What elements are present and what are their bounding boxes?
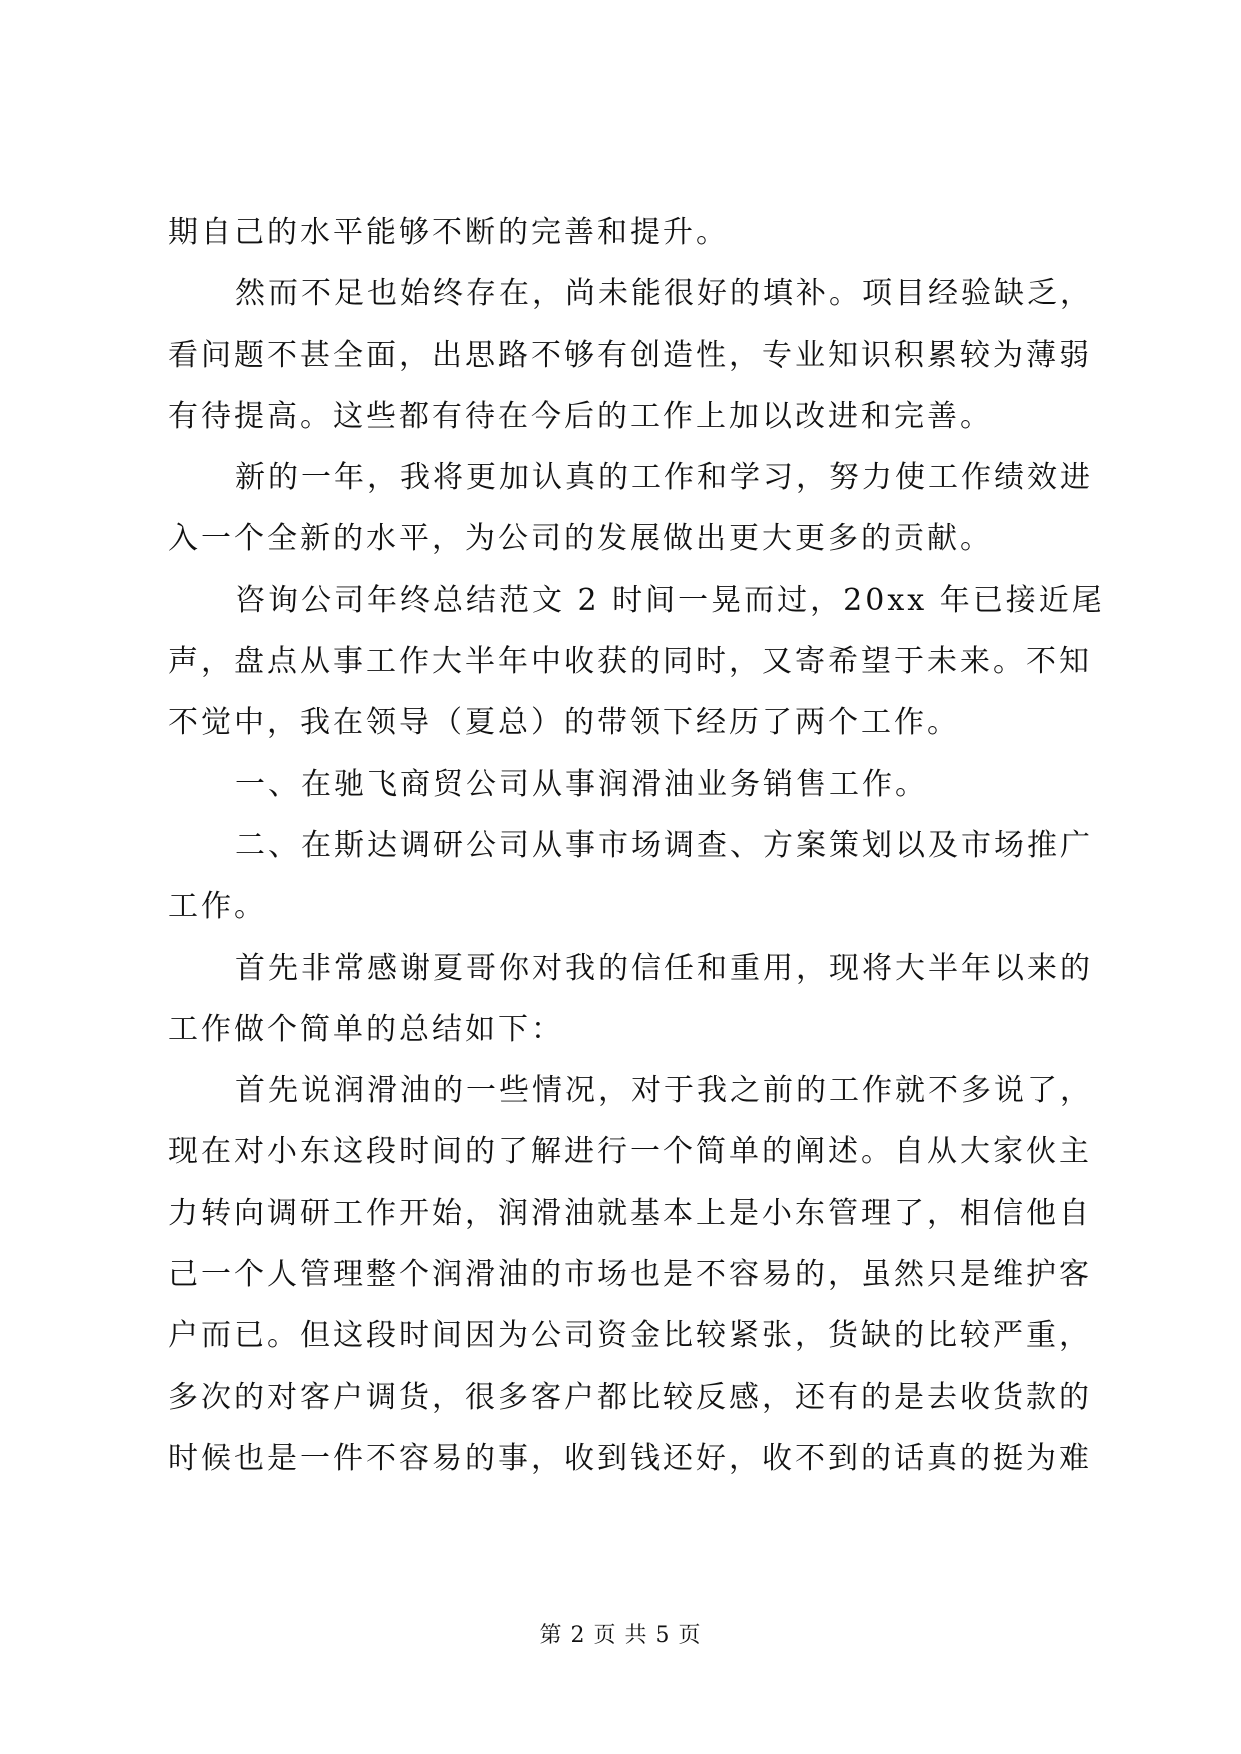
- paragraph: [168, 815, 1093, 938]
- text-line: 首先说润滑油的一些情况，对于我之前的工作就不多说了，: [235, 1073, 1093, 1109]
- text-line: 有待提高。这些都有待在今后的工作上加以改进和完善。: [168, 398, 993, 434]
- text-line: 看问题不甚全面，出思路不够有创造性，专业知识积累较为薄弱: [168, 337, 1092, 373]
- text-line: 己一个人管理整个润滑油的市场也是不容易的，虽然只是维护客: [168, 1257, 1092, 1293]
- text-line: 新的一年，我将更加认真的工作和学习，努力使工作绩效进: [235, 460, 1093, 496]
- paragraph: [168, 447, 1093, 570]
- paragraph: [168, 938, 1093, 1061]
- text-line: 工作。: [168, 889, 267, 925]
- text-line: 工作做个简单的总结如下：: [168, 1011, 564, 1047]
- paragraph: [168, 263, 1093, 447]
- paragraph: [168, 202, 1078, 263]
- text-line: 力转向调研工作开始，润滑油就基本上是小东管理了，相信他自: [168, 1195, 1092, 1231]
- text-line: 首先非常感谢夏哥你对我的信任和重用，现将大半年以来的: [235, 950, 1093, 986]
- text-line: 入一个全新的水平，为公司的发展做出更大更多的贡献。: [168, 521, 993, 557]
- text-line: 期自己的水平能够不断的完善和提升。: [168, 215, 729, 250]
- paragraph: [168, 1060, 1093, 1489]
- document-body: [168, 202, 1105, 1489]
- text-line: 声，盘点从事工作大半年中收获的同时，又寄希望于未来。不知: [168, 644, 1092, 680]
- text-line: 不觉中，我在领导（夏总）的带领下经历了两个工作。: [168, 705, 960, 741]
- text-line: 二、在斯达调研公司从事市场调查、方案策划以及市场推广: [235, 827, 1093, 863]
- text-line: 然而不足也始终存在，尚未能很好的填补。项目经验缺乏，: [235, 276, 1093, 312]
- text-line: 户而已。但这段时间因为公司资金比较紧张，货缺的比较严重，: [168, 1318, 1092, 1354]
- paragraph: [168, 754, 1078, 815]
- page-footer: 第 2 页 共 5 页: [539, 1623, 702, 1648]
- text-line: 咨询公司年终总结范文 2 时间一晃而过，20xx 年已接近尾: [235, 582, 1105, 618]
- text-line: 现在对小东这段时间的了解进行一个简单的阐述。自从大家伙主: [168, 1134, 1092, 1170]
- paragraph: [168, 570, 1105, 754]
- text-line: 时候也是一件不容易的事，收到钱还好，收不到的话真的挺为难: [168, 1440, 1092, 1476]
- text-line: 一、在驰飞商贸公司从事润滑油业务销售工作。: [235, 766, 928, 802]
- text-line: 多次的对客户调货，很多客户都比较反感，还有的是去收货款的: [168, 1379, 1092, 1415]
